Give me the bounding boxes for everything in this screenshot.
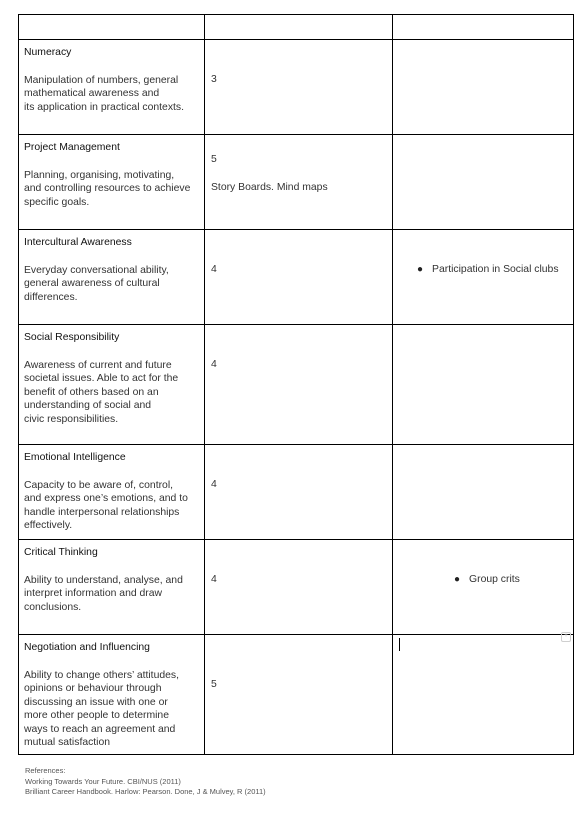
skill-description: Everyday conversational ability, general awareness of cultural differences.	[24, 264, 169, 303]
skill-cell[interactable]	[19, 540, 205, 635]
notes-cell[interactable]	[393, 635, 574, 755]
rating-cell[interactable]	[205, 445, 393, 540]
table-row	[19, 635, 574, 755]
skill-title: Intercultural Awareness	[24, 237, 132, 248]
header-row	[19, 15, 574, 40]
skill-description: Capacity to be aware of, control, and express one’s emotions, and to handle interpersonal relationships effectively.	[24, 479, 188, 531]
bullet-item	[454, 573, 573, 587]
reference-line: Brilliant Career Handbook. Harlow: Pearson. Done, J & Mulvey, R (2011)	[25, 787, 266, 796]
table-row	[19, 135, 574, 230]
table-resize-handle[interactable]: +	[561, 632, 571, 642]
skill-title: Numeracy	[24, 47, 72, 58]
skill-description: Planning, organising, motivating, and controlling resources to achieve specific goals.	[24, 169, 191, 208]
table-row	[19, 540, 574, 635]
bullet-icon: ●	[454, 574, 461, 585]
skill-cell[interactable]	[19, 635, 205, 755]
notes-cell[interactable]	[393, 40, 574, 135]
skill-title: Negotiation and Influencing	[24, 642, 150, 653]
rating-value: 4	[211, 479, 217, 490]
notes-cell[interactable]	[393, 325, 574, 445]
rating-value: 5	[211, 154, 217, 165]
skill-cell[interactable]	[19, 445, 205, 540]
rating-cell[interactable]	[205, 230, 393, 325]
references-heading: References:	[25, 766, 66, 775]
skill-description: Ability to understand, analyse, and interpret information and draw conclusions.	[24, 574, 183, 613]
header-cell-notes[interactable]	[393, 15, 574, 40]
notes-cell[interactable]	[393, 540, 574, 635]
rating-value: 4	[211, 359, 217, 370]
skills-table	[18, 14, 574, 755]
rating-cell[interactable]	[205, 325, 393, 445]
skill-cell[interactable]	[19, 40, 205, 135]
skill-description: Awareness of current and future societal issues. Able to act for the benefit of others based on an understanding of social and civic responsibilities.	[24, 359, 179, 425]
rating-value: 5	[211, 679, 217, 690]
bullet-text: Participation in Social clubs	[432, 264, 559, 275]
table-row	[19, 445, 574, 540]
bullet-item	[417, 263, 573, 277]
references	[25, 766, 266, 798]
evidence-text: Story Boards. Mind maps	[211, 181, 328, 193]
notes-cell[interactable]	[393, 445, 574, 540]
skill-cell[interactable]	[19, 230, 205, 325]
table-row	[19, 40, 574, 135]
rating-cell[interactable]	[205, 635, 393, 755]
header-cell-rating[interactable]	[205, 15, 393, 40]
table-row	[19, 230, 574, 325]
skill-title: Critical Thinking	[24, 547, 98, 558]
skill-title: Project Management	[24, 142, 120, 153]
table-row	[19, 325, 574, 445]
reference-line: Working Towards Your Future. CBI/NUS (2011)	[25, 776, 181, 786]
notes-cell[interactable]	[393, 230, 574, 325]
skill-title: Emotional Intelligence	[24, 452, 126, 463]
skill-cell[interactable]	[19, 325, 205, 445]
text-cursor	[399, 638, 400, 651]
rating-cell[interactable]	[205, 135, 393, 230]
bullet-text: Group crits	[469, 574, 520, 585]
rating-value: 3	[211, 74, 217, 85]
rating-cell[interactable]	[205, 540, 393, 635]
header-cell-skill[interactable]	[19, 15, 205, 40]
notes-cell[interactable]	[393, 135, 574, 230]
skill-title: Social Responsibility	[24, 332, 120, 343]
skill-cell[interactable]	[19, 135, 205, 230]
skill-description: Manipulation of numbers, general mathematical awareness and its application in practical contexts.	[24, 74, 184, 113]
rating-cell[interactable]	[205, 40, 393, 135]
rating-value: 4	[211, 574, 217, 585]
rating-value: 4	[211, 264, 217, 275]
bullet-icon: ●	[417, 264, 424, 275]
skill-description: Ability to change others’ attitudes, opinions or behaviour through discussing an issue with one or more other people to determine ways to reach an agreement and mutual satisfaction	[24, 669, 179, 748]
